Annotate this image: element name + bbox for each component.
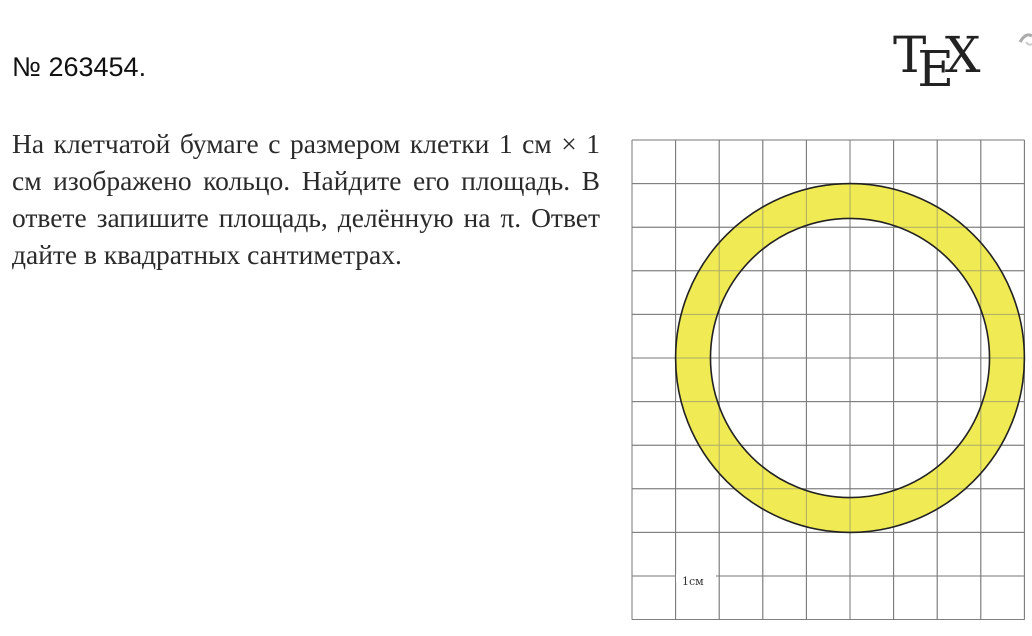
corner-mark-icon <box>1018 32 1032 52</box>
problem-number: № 263454. <box>12 52 147 82</box>
tex-logo <box>893 26 981 98</box>
problem-text: На клетчатой бумаге с размером клетки 1 см × 1 см изображено кольцо. Найдите его площадь. В ответе запишите площадь, делённую на π. Ответ дайте в квадратных сантиметрах. <box>12 128 600 270</box>
tex-logo-t: T <box>893 26 927 84</box>
ring-figure <box>628 136 1028 620</box>
scale-label: 1см <box>682 575 704 588</box>
tex-logo-x: X <box>944 26 981 84</box>
tex-logo-e: E <box>917 40 954 98</box>
